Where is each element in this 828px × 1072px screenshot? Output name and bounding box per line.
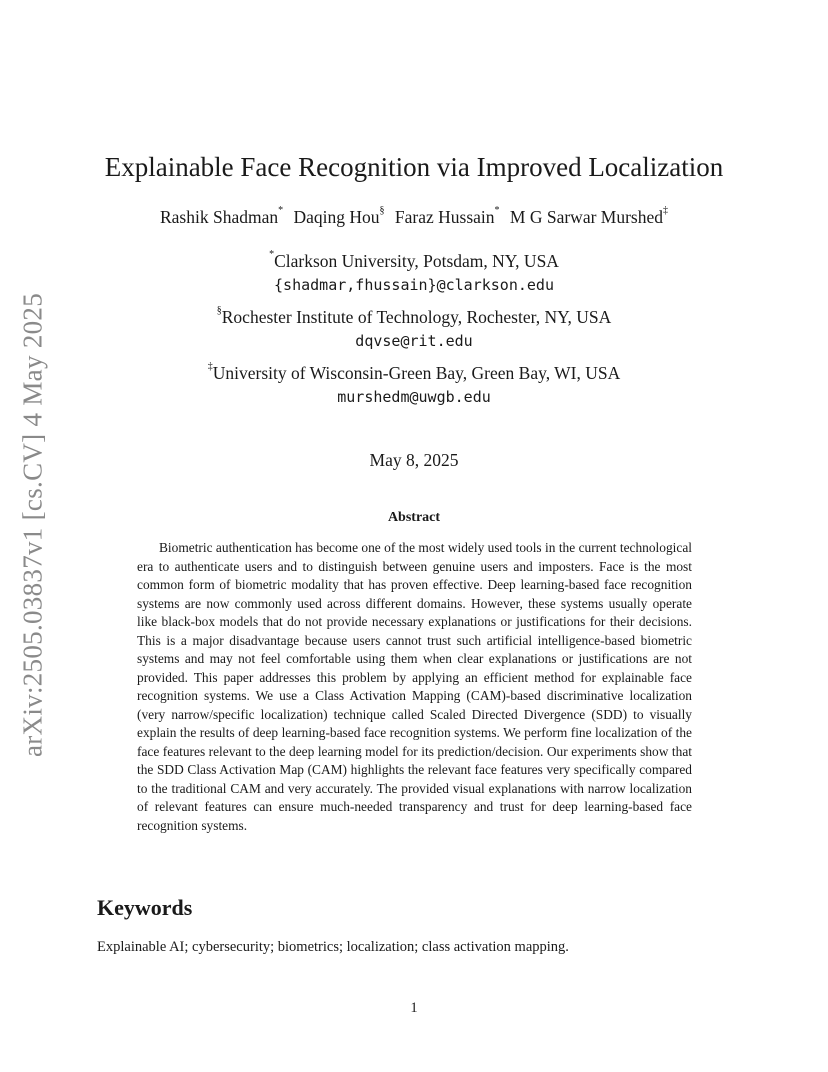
author-affiliation-mark: §	[379, 205, 385, 216]
author-name: Daqing Hou	[293, 207, 380, 227]
page-number: 1	[410, 1000, 418, 1016]
affiliation-clarkson	[0, 251, 828, 272]
abstract-heading: Abstract	[387, 510, 441, 525]
affiliation-mark: ‡	[207, 361, 213, 372]
affiliation-email-rit[interactable]: dqvse@rit.edu	[355, 332, 473, 350]
keywords-text: Explainable AI; cybersecurity; biometrics; localization; class activation mapping.	[97, 939, 569, 955]
publication-date: May 8, 2025	[369, 450, 459, 470]
abstract-text: Biometric authentication has become one of the most widely used tools in the current technological era to authenticate users and to distinguish between genuine users and imposters. Face is the most common form of biometric modality that has proven effective. Deep learning-based face recognition systems are now commonly used across different domains. However, these systems usually operate like black-box models that do not provide necessary explanations or justifications for their decisions. This is a major disadvantage because users cannot trust such artificial intelligence-based biometric systems and may not feel comfortable using them when clear explanations or justifications are not provided. This paper addresses this problem by applying an efficient method for explainable face recognition systems. We use a Class Activation Mapping (CAM)-based discriminative localization (very narrow/specific localization) technique called Scaled Directed Divergence (SDD) to visually explain the results of deep learning-based face recognition systems. We perform fine localization of the face features relevant to the deep learning model for its prediction/decision. Our experiments show that the SDD Class Activation Map (CAM) highlights the relevant face features very specifically compared to the traditional CAM and very accurately. The provided visual explanations with narrow localization of relevant features can ensure much-needed transparency and trust for deep learning-based face recognition systems.	[137, 540, 692, 833]
affiliation-uwgb	[0, 363, 828, 384]
author-name: M G Sarwar Murshed	[509, 207, 664, 227]
keywords-heading: Keywords	[97, 895, 193, 920]
affiliation-email-clarkson[interactable]: {shadmar,fhussain}@clarkson.edu	[274, 276, 554, 294]
affiliation-email-uwgb[interactable]: murshedm@uwgb.edu	[337, 388, 491, 406]
affiliation-name: Rochester Institute of Technology, Rochester, NY, USA	[221, 307, 612, 327]
affiliation-name: University of Wisconsin-Green Bay, Green Bay, WI, USA	[212, 363, 621, 383]
arxiv-identifier-text: arXiv:2505.03837v1 [cs.CV] 4 May 2025	[17, 292, 48, 758]
affiliation-mark: *	[269, 249, 275, 260]
author-affiliation-mark: ‡	[663, 205, 669, 216]
author-affiliation-mark: *	[494, 205, 500, 216]
affiliation-mark: §	[216, 305, 222, 316]
author-name: Rashik Shadman	[159, 207, 279, 227]
author-name: Faraz Hussain	[394, 207, 495, 227]
author-affiliation-mark: *	[278, 205, 284, 216]
affiliation-rit	[0, 307, 828, 328]
author-list	[0, 207, 828, 228]
paper-title: Explainable Face Recognition via Improved Localization	[104, 152, 724, 182]
affiliation-name: Clarkson University, Potsdam, NY, USA	[274, 251, 559, 271]
